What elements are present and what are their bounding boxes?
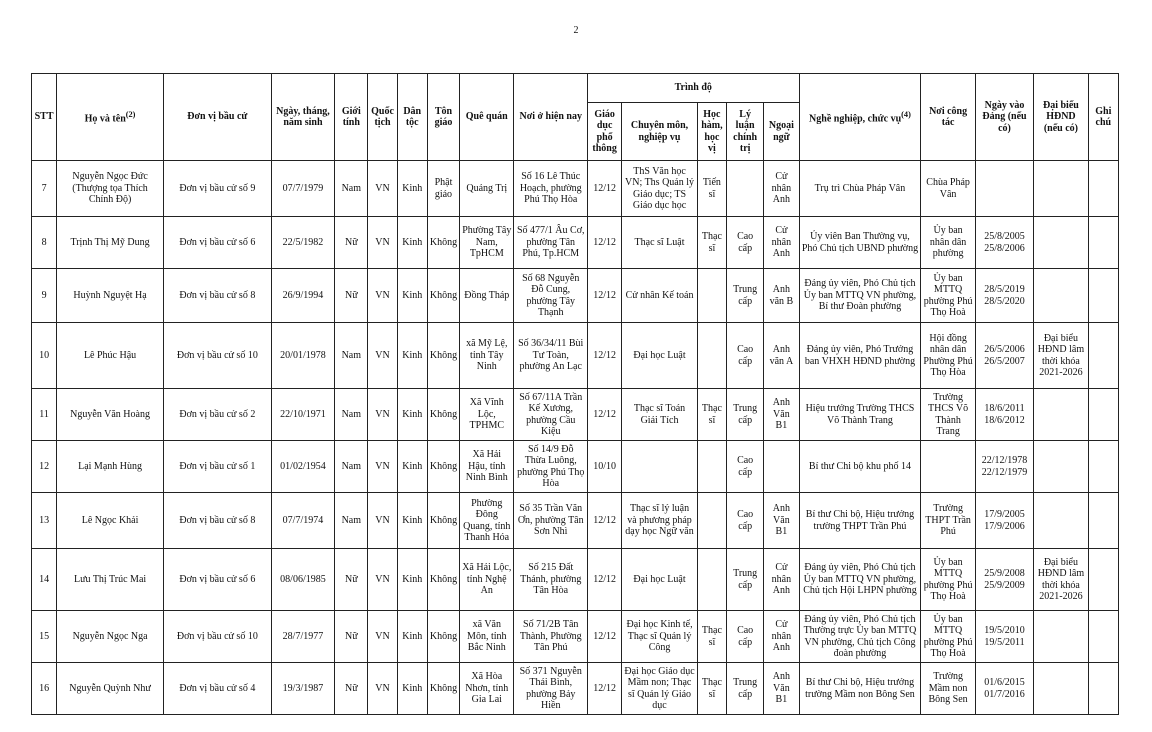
table-row	[32, 549, 1119, 611]
cell-stt: 14	[32, 549, 57, 611]
header-language: Ngoại ngữ	[764, 103, 799, 161]
cell-dob: 07/7/1979	[271, 161, 334, 217]
cell-party-date: 28/5/2019 28/5/2020	[975, 269, 1033, 323]
cell-politics	[727, 161, 764, 217]
cell-specialty: Thạc sĩ Luật	[622, 217, 698, 269]
cell-name: Lê Ngọc Khải	[57, 493, 164, 549]
cell-religion: Không	[427, 441, 459, 493]
cell-ethnicity: Kinh	[397, 441, 427, 493]
cell-residence: Số 71/2B Tân Thành, Phường Tân Phú	[514, 611, 588, 663]
header-stt: STT	[32, 74, 57, 161]
header-note: Ghi chú	[1088, 74, 1118, 161]
cell-specialty: Đại học Giáo dục Mầm non; Thạc sĩ Quản lý Giáo dục	[622, 663, 698, 715]
cell-language: Cử nhân Anh	[764, 549, 799, 611]
cell-ethnicity: Kinh	[397, 269, 427, 323]
candidate-table	[31, 73, 1119, 715]
cell-hdnd	[1034, 441, 1088, 493]
cell-workplace: Hội đồng nhân dân Phường Phú Thọ Hòa	[921, 323, 975, 389]
table-row	[32, 323, 1119, 389]
cell-unit: Đơn vị bầu cử số 4	[163, 663, 271, 715]
cell-politics: Trung cấp	[727, 663, 764, 715]
cell-academic: Thạc sĩ	[697, 611, 726, 663]
cell-stt: 11	[32, 389, 57, 441]
cell-name: Lê Phúc Hậu	[57, 323, 164, 389]
cell-religion: Không	[427, 323, 459, 389]
cell-occupation: Ủy viên Ban Thường vụ, Phó Chủ tịch UBND phường	[799, 217, 921, 269]
header-dob: Ngày, tháng, năm sinh	[271, 74, 334, 161]
cell-stt: 16	[32, 663, 57, 715]
cell-academic	[697, 441, 726, 493]
table-row	[32, 611, 1119, 663]
cell-religion: Không	[427, 611, 459, 663]
cell-academic: Thạc sĩ	[697, 389, 726, 441]
cell-party-date: 18/6/2011 18/6/2012	[975, 389, 1033, 441]
cell-residence: Số 35 Trần Văn Ơn, phường Tân Sơn Nhì	[514, 493, 588, 549]
cell-unit: Đơn vị bầu cử số 10	[163, 611, 271, 663]
cell-occupation: Bí thư Chi bộ, Hiệu trưởng trường Mầm non Bông Sen	[799, 663, 921, 715]
header-name-footnote: (2)	[125, 110, 136, 120]
cell-ethnicity: Kinh	[397, 663, 427, 715]
cell-ethnicity: Kinh	[397, 611, 427, 663]
cell-hdnd	[1034, 611, 1088, 663]
cell-nationality: VN	[368, 441, 397, 493]
cell-party-date: 22/12/1978 22/12/1979	[975, 441, 1033, 493]
cell-name: Lưu Thị Trúc Mai	[57, 549, 164, 611]
cell-language: Anh Văn B1	[764, 663, 799, 715]
cell-workplace: Trường THCS Võ Thành Trang	[921, 389, 975, 441]
cell-name: Trịnh Thị Mỹ Dung	[57, 217, 164, 269]
cell-specialty: Thạc sĩ lý luận và phương pháp dạy học Ngữ văn	[622, 493, 698, 549]
cell-gender: Nữ	[335, 663, 368, 715]
header-hometown: Quê quán	[460, 74, 514, 161]
cell-language: Cử nhân Anh	[764, 611, 799, 663]
cell-dob: 07/7/1974	[271, 493, 334, 549]
cell-general-edu: 10/10	[588, 441, 622, 493]
cell-ethnicity: Kinh	[397, 323, 427, 389]
cell-hometown: xã Mỹ Lệ, tỉnh Tây Ninh	[460, 323, 514, 389]
cell-unit: Đơn vị bầu cử số 6	[163, 217, 271, 269]
cell-nationality: VN	[368, 611, 397, 663]
page-number: 2	[573, 25, 579, 36]
header-nationality: Quốc tịch	[368, 74, 397, 161]
cell-party-date: 01/6/2015 01/7/2016	[975, 663, 1033, 715]
cell-religion: Không	[427, 269, 459, 323]
cell-nationality: VN	[368, 269, 397, 323]
cell-hometown: Đồng Tháp	[460, 269, 514, 323]
cell-gender: Nam	[335, 493, 368, 549]
cell-note	[1088, 493, 1118, 549]
cell-nationality: VN	[368, 549, 397, 611]
header-specialty: Chuyên môn, nghiệp vụ	[622, 103, 698, 161]
cell-ethnicity: Kinh	[397, 493, 427, 549]
cell-specialty: ThS Văn học VN; Ths Quản lý Giáo dục; TS Giáo dục học	[622, 161, 698, 217]
cell-stt: 13	[32, 493, 57, 549]
cell-name: Nguyễn Ngọc Nga	[57, 611, 164, 663]
cell-hdnd: Đại biểu HĐND lâm thời khóa 2021-2026	[1034, 549, 1088, 611]
cell-academic: Thạc sĩ	[697, 663, 726, 715]
header-hdnd: Đại biểu HĐND (nếu có)	[1034, 74, 1088, 161]
cell-politics: Cao cấp	[727, 217, 764, 269]
cell-stt: 8	[32, 217, 57, 269]
cell-general-edu: 12/12	[588, 611, 622, 663]
header-party-date: Ngày vào Đảng (nếu có)	[975, 74, 1033, 161]
cell-note	[1088, 217, 1118, 269]
cell-gender: Nam	[335, 441, 368, 493]
cell-residence: Số 67/11A Trần Kế Xương, phường Cầu Kiệu	[514, 389, 588, 441]
header-religion: Tôn giáo	[427, 74, 459, 161]
cell-language: Anh Văn B1	[764, 389, 799, 441]
cell-note	[1088, 323, 1118, 389]
cell-gender: Nữ	[335, 269, 368, 323]
cell-occupation: Trụ trì Chùa Pháp Vân	[799, 161, 921, 217]
header-general-edu: Giáo dục phổ thông	[588, 103, 622, 161]
cell-nationality: VN	[368, 389, 397, 441]
cell-academic	[697, 269, 726, 323]
table-row	[32, 217, 1119, 269]
cell-hometown: Phường Đông Quang, tỉnh Thanh Hóa	[460, 493, 514, 549]
cell-general-edu: 12/12	[588, 269, 622, 323]
cell-hdnd	[1034, 389, 1088, 441]
cell-hdnd: Đại biểu HĐND lâm thời khóa 2021-2026	[1034, 323, 1088, 389]
header-row	[32, 74, 1119, 103]
cell-dob: 01/02/1954	[271, 441, 334, 493]
cell-unit: Đơn vị bầu cử số 10	[163, 323, 271, 389]
cell-religion: Phật giáo	[427, 161, 459, 217]
header-workplace: Nơi công tác	[921, 74, 975, 161]
cell-stt: 10	[32, 323, 57, 389]
cell-workplace: Trường Mầm non Bông Sen	[921, 663, 975, 715]
cell-dob: 19/3/1987	[271, 663, 334, 715]
cell-general-edu: 12/12	[588, 663, 622, 715]
cell-note	[1088, 269, 1118, 323]
cell-unit: Đơn vị bầu cử số 1	[163, 441, 271, 493]
cell-gender: Nam	[335, 323, 368, 389]
cell-politics: Trung cấp	[727, 269, 764, 323]
cell-religion: Không	[427, 389, 459, 441]
cell-gender: Nam	[335, 389, 368, 441]
cell-nationality: VN	[368, 217, 397, 269]
cell-politics: Trung cấp	[727, 389, 764, 441]
cell-note	[1088, 161, 1118, 217]
cell-name: Nguyễn Ngọc Đức (Thượng tọa Thích Chính Độ)	[57, 161, 164, 217]
cell-specialty: Đại học Luật	[622, 323, 698, 389]
cell-politics: Cao cấp	[727, 611, 764, 663]
cell-ethnicity: Kinh	[397, 549, 427, 611]
cell-note	[1088, 389, 1118, 441]
cell-language: Anh văn B	[764, 269, 799, 323]
cell-name: Huỳnh Nguyệt Hạ	[57, 269, 164, 323]
cell-residence: Số 371 Nguyễn Thái Bình, phường Bảy Hiền	[514, 663, 588, 715]
cell-specialty: Đại học Luật	[622, 549, 698, 611]
cell-occupation: Bí thư Chi bộ, Hiệu trưởng trường THPT Trần Phú	[799, 493, 921, 549]
cell-occupation: Đảng ủy viên, Phó Chủ tịch Ủy ban MTTQ VN phường, Bí thư Đoàn phường	[799, 269, 921, 323]
cell-party-date: 25/8/2005 25/8/2006	[975, 217, 1033, 269]
table-row	[32, 493, 1119, 549]
cell-hdnd	[1034, 663, 1088, 715]
cell-occupation: Hiệu trưởng Trường THCS Võ Thành Trang	[799, 389, 921, 441]
cell-specialty	[622, 441, 698, 493]
cell-residence: Số 36/34/11 Bùi Tư Toàn, phường An Lạc	[514, 323, 588, 389]
cell-workplace: Ủy ban MTTQ phường Phú Thọ Hoà	[921, 549, 975, 611]
cell-name: Nguyễn Văn Hoàng	[57, 389, 164, 441]
cell-hometown: Xã Hòa Nhơn, tỉnh Gia Lai	[460, 663, 514, 715]
header-academic: Học hàm, học vị	[697, 103, 726, 161]
cell-nationality: VN	[368, 161, 397, 217]
cell-party-date: 17/9/2005 17/9/2006	[975, 493, 1033, 549]
cell-workplace: Ủy ban MTTQ phường Phú Thọ Hoà	[921, 611, 975, 663]
cell-academic	[697, 323, 726, 389]
cell-politics: Cao cấp	[727, 441, 764, 493]
cell-language: Anh Văn B1	[764, 493, 799, 549]
cell-gender: Nam	[335, 161, 368, 217]
cell-language: Cử nhân Anh	[764, 161, 799, 217]
cell-unit: Đơn vị bầu cử số 8	[163, 493, 271, 549]
cell-residence: Số 68 Nguyễn Đỗ Cung, phường Tây Thạnh	[514, 269, 588, 323]
cell-workplace: Ủy ban MTTQ phường Phú Thọ Hoà	[921, 269, 975, 323]
header-gender: Giới tính	[335, 74, 368, 161]
cell-gender: Nữ	[335, 549, 368, 611]
cell-specialty: Đại học Kinh tế, Thạc sĩ Quản lý Công	[622, 611, 698, 663]
cell-hdnd	[1034, 161, 1088, 217]
cell-party-date: 26/5/2006 26/5/2007	[975, 323, 1033, 389]
cell-residence: Số 215 Đất Thánh, phường Tân Hòa	[514, 549, 588, 611]
cell-politics: Cao cấp	[727, 323, 764, 389]
table-row	[32, 161, 1119, 217]
cell-nationality: VN	[368, 493, 397, 549]
cell-party-date: 25/9/2008 25/9/2009	[975, 549, 1033, 611]
cell-hometown: Phường Tây Nam, TpHCM	[460, 217, 514, 269]
cell-occupation: Đảng ủy viên, Phó Chủ tịch Thường trực Ủy ban MTTQ VN phường, Chủ tịch Công đoàn phường	[799, 611, 921, 663]
cell-residence: Số 16 Lê Thúc Hoạch, phường Phú Thọ Hòa	[514, 161, 588, 217]
cell-note	[1088, 441, 1118, 493]
cell-stt: 15	[32, 611, 57, 663]
header-politics: Lý luận chính trị	[727, 103, 764, 161]
header-ethnicity: Dân tộc	[397, 74, 427, 161]
cell-dob: 26/9/1994	[271, 269, 334, 323]
cell-unit: Đơn vị bầu cử số 8	[163, 269, 271, 323]
cell-religion: Không	[427, 493, 459, 549]
cell-religion: Không	[427, 217, 459, 269]
cell-occupation: Đảng ủy viên, Phó Trưởng ban VHXH HĐND phường	[799, 323, 921, 389]
cell-gender: Nữ	[335, 611, 368, 663]
cell-party-date	[975, 161, 1033, 217]
cell-hdnd	[1034, 269, 1088, 323]
cell-nationality: VN	[368, 323, 397, 389]
cell-note	[1088, 663, 1118, 715]
cell-nationality: VN	[368, 663, 397, 715]
cell-dob: 22/10/1971	[271, 389, 334, 441]
cell-workplace: Chùa Pháp Vân	[921, 161, 975, 217]
cell-party-date: 19/5/2010 19/5/2011	[975, 611, 1033, 663]
header-unit: Đơn vị bầu cử	[163, 74, 271, 161]
cell-specialty: Cử nhân Kế toán	[622, 269, 698, 323]
cell-ethnicity: Kinh	[397, 389, 427, 441]
cell-hdnd	[1034, 217, 1088, 269]
cell-note	[1088, 549, 1118, 611]
cell-workplace: Trường THPT Trần Phú	[921, 493, 975, 549]
table-row	[32, 269, 1119, 323]
cell-name: Lại Mạnh Hùng	[57, 441, 164, 493]
cell-language: Anh văn A	[764, 323, 799, 389]
cell-occupation: Đảng ủy viên, Phó Chủ tịch Ủy ban MTTQ VN phường, Chủ tịch Hội LHPN phường	[799, 549, 921, 611]
cell-academic: Tiến sĩ	[697, 161, 726, 217]
header-residence: Nơi ở hiện nay	[514, 74, 588, 161]
cell-unit: Đơn vị bầu cử số 6	[163, 549, 271, 611]
header-education-group: Trình độ	[588, 74, 800, 103]
cell-hometown: Xã Hải Lộc, tỉnh Nghệ An	[460, 549, 514, 611]
cell-dob: 28/7/1977	[271, 611, 334, 663]
cell-dob: 08/06/1985	[271, 549, 334, 611]
cell-ethnicity: Kinh	[397, 217, 427, 269]
cell-language	[764, 441, 799, 493]
header-name: Họ và tên$^{(2)}$	[57, 74, 164, 161]
cell-academic	[697, 493, 726, 549]
cell-religion: Không	[427, 549, 459, 611]
cell-politics: Cao cấp	[727, 493, 764, 549]
cell-general-edu: 12/12	[588, 389, 622, 441]
cell-general-edu: 12/12	[588, 217, 622, 269]
cell-note	[1088, 611, 1118, 663]
cell-academic: Thạc sĩ	[697, 217, 726, 269]
cell-religion: Không	[427, 663, 459, 715]
cell-name: Nguyễn Quỳnh Như	[57, 663, 164, 715]
cell-general-edu: 12/12	[588, 549, 622, 611]
header-occupation-footnote: (4)	[901, 110, 911, 120]
cell-workplace	[921, 441, 975, 493]
cell-unit: Đơn vị bầu cử số 2	[163, 389, 271, 441]
cell-language: Cử nhân Anh	[764, 217, 799, 269]
cell-residence: Số 477/1 Âu Cơ, phường Tân Phú, Tp.HCM	[514, 217, 588, 269]
cell-hometown: Xã Hải Hậu, tỉnh Ninh Bình	[460, 441, 514, 493]
cell-dob: 20/01/1978	[271, 323, 334, 389]
cell-unit: Đơn vị bầu cử số 9	[163, 161, 271, 217]
cell-stt: 9	[32, 269, 57, 323]
cell-gender: Nữ	[335, 217, 368, 269]
header-occupation: Nghề nghiệp, chức vụ$^{(4)}$	[799, 74, 921, 161]
table-row	[32, 663, 1119, 715]
cell-academic	[697, 549, 726, 611]
cell-hometown: Quảng Trị	[460, 161, 514, 217]
cell-workplace: Ủy ban nhân dân phường	[921, 217, 975, 269]
cell-dob: 22/5/1982	[271, 217, 334, 269]
table-row	[32, 389, 1119, 441]
cell-hdnd	[1034, 493, 1088, 549]
cell-residence: Số 14/9 Đỗ Thừa Luông, phường Phú Thọ Hòa	[514, 441, 588, 493]
cell-occupation: Bí thư Chi bộ khu phố 14	[799, 441, 921, 493]
cell-ethnicity: Kinh	[397, 161, 427, 217]
cell-specialty: Thạc sĩ Toán Giải Tích	[622, 389, 698, 441]
cell-hometown: Xã Vĩnh Lộc, TPHMC	[460, 389, 514, 441]
cell-general-edu: 12/12	[588, 161, 622, 217]
cell-politics: Trung cấp	[727, 549, 764, 611]
cell-stt: 7	[32, 161, 57, 217]
cell-hometown: xã Văn Môn, tỉnh Bắc Ninh	[460, 611, 514, 663]
cell-stt: 12	[32, 441, 57, 493]
table-row	[32, 441, 1119, 493]
cell-general-edu: 12/12	[588, 323, 622, 389]
cell-general-edu: 12/12	[588, 493, 622, 549]
